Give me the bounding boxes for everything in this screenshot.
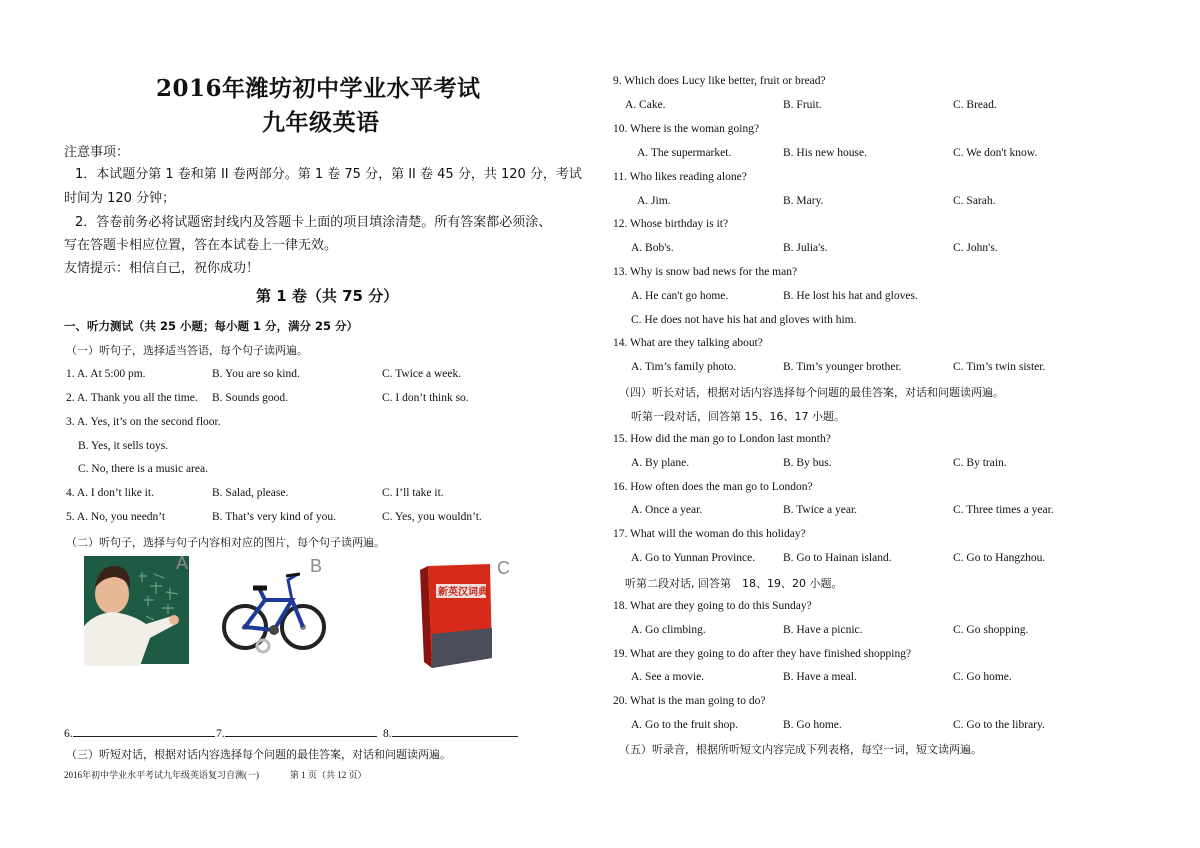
q19-option-a: A. See a movie.: [631, 671, 705, 683]
q20-option-b: B. Go home.: [783, 719, 842, 731]
q18-option-b: B. Have a picnic.: [783, 624, 863, 636]
q16-option-c: C. Three times a year.: [953, 504, 1054, 516]
q13-option-a: A. He can't go home.: [631, 290, 729, 302]
picture-b-bicycle: [220, 562, 328, 662]
answer-blank-6[interactable]: [64, 724, 215, 740]
part-1-instruction: （一）听句子，选择适当答语，每个句子读两遍。: [66, 344, 308, 357]
q17-question: 17. What will the woman do this holiday?: [613, 528, 806, 540]
blank-7-line[interactable]: [225, 724, 377, 737]
q15-option-b: B. By bus.: [783, 457, 832, 469]
q12-option-b: B. Julia's.: [783, 242, 828, 254]
exam-title: 2016年潍坊初中学业水平考试: [156, 75, 481, 102]
q19-question: 19. What are they going to do after they have finished shopping?: [613, 648, 912, 660]
q15-option-a: A. By plane.: [631, 457, 690, 469]
blank-6-number: 6.: [64, 728, 73, 740]
q14-option-c: C. Tim’s twin sister.: [953, 361, 1046, 373]
picture-c-dictionary: [418, 562, 498, 672]
blank-8-line[interactable]: [392, 724, 518, 737]
answer-blank-8[interactable]: [383, 724, 518, 740]
q18-option-c: C. Go shopping.: [953, 624, 1029, 636]
answer-blank-7[interactable]: [216, 724, 377, 740]
q10-question: 10. Where is the woman going?: [613, 123, 760, 135]
part-3-instruction: （三）听短对话，根据对话内容选择每个问题的最佳答案，对话和问题读两遍。: [66, 748, 451, 761]
q9-option-b: B. Fruit.: [783, 99, 822, 111]
q5-option-a: 5. A. No, you needn’t: [66, 511, 166, 523]
q17-option-a: A. Go to Yunnan Province.: [631, 552, 756, 564]
q2-option-a: 2. A. Thank you all the time.: [66, 392, 198, 404]
q20-question: 20. What is the man going to do?: [613, 695, 766, 707]
notes-line-4: 写在答题卡相应位置，答在本试卷上一律无效。: [64, 238, 338, 253]
q5-option-c: C. Yes, you wouldn’t.: [382, 511, 482, 523]
q13-option-c: C. He does not have his hat and gloves with him.: [631, 314, 857, 326]
q11-option-c: C. Sarah.: [953, 195, 996, 207]
q3-option-c: C. No, there is a music area.: [78, 463, 208, 475]
footer-exam-name: 2016年初中学业水平考试九年级英语复习自测(一): [64, 770, 259, 780]
part-4-instruction: （四）听长对话，根据对话内容选择每个问题的最佳答案，对话和问题读两遍。: [619, 386, 1004, 399]
q9-question: 9. Which does Lucy like better, fruit or bread?: [613, 75, 826, 87]
dictionary-cover-text: 新英汉词典: [438, 587, 488, 598]
blank-6-line[interactable]: [73, 724, 215, 737]
q11-option-b: B. Mary.: [783, 195, 824, 207]
q14-option-b: B. Tim’s younger brother.: [783, 361, 902, 373]
q11-question: 11. Who likes reading alone?: [613, 171, 747, 183]
q2-option-c: C. I don’t think so.: [382, 392, 469, 404]
q12-option-a: A. Bob's.: [631, 242, 674, 254]
q17-option-c: C. Go to Hangzhou.: [953, 552, 1046, 564]
q4-option-c: C. I’ll take it.: [382, 487, 444, 499]
q13-option-b: B. He lost his hat and gloves.: [783, 290, 918, 302]
q18-question: 18. What are they going to do this Sunday?: [613, 600, 812, 612]
notes-heading: 注意事项：: [64, 145, 130, 160]
q20-option-c: C. Go to the library.: [953, 719, 1045, 731]
q10-option-b: B. His new house.: [783, 147, 868, 159]
dialogue-2-instruction: 听第二段对话, 回答第 18、19、20 小题。: [625, 577, 843, 590]
q5-option-b: B. That’s very kind of you.: [212, 511, 337, 523]
q12-question: 12. Whose birthday is it?: [613, 218, 729, 230]
q4-option-a: 4. A. I don’t like it.: [66, 487, 154, 499]
q16-option-b: B. Twice a year.: [783, 504, 858, 516]
part-5-instruction: （五）听录音，根据所听短文内容完成下列表格，每空一词，短文读两遍。: [619, 743, 982, 756]
q4-option-b: B. Salad, please.: [212, 487, 289, 499]
q1-option-a: 1. A. At 5:00 pm.: [66, 368, 146, 380]
dialogue-1-instruction: 听第一段对话，回答第 15、16、17 小题。: [631, 410, 845, 423]
footer-page-number: 第 1 页（共 12 页）: [290, 770, 367, 780]
q14-question: 14. What are they talking about?: [613, 337, 763, 349]
q13-question: 13. Why is snow bad news for the man?: [613, 266, 798, 278]
notes-line-2: 时间为 120 分钟；: [64, 191, 176, 206]
blank-8-number: 8.: [383, 728, 392, 740]
notes-line-1: 1．本试题分第 1 卷和第 II 卷两部分。第 1 卷 75 分，第 II 卷 45 分，共 120 分，考试: [75, 167, 582, 182]
q3-option-a: 3. A. Yes, it’s on the second floor.: [66, 416, 221, 428]
notes-line-3: 2．答卷前务必将试题密封线内及答题卡上面的项目填涂清楚。所有答案都必须涂、: [75, 215, 552, 230]
notes-tip: 友情提示：相信自己，祝你成功！: [64, 261, 260, 276]
blank-7-number: 7.: [216, 728, 225, 740]
q11-option-a: A. Jim.: [637, 195, 671, 207]
q20-option-a: A. Go to the fruit shop.: [631, 719, 739, 731]
q2-option-b: B. Sounds good.: [212, 392, 289, 404]
picture-c-label: C: [497, 558, 510, 578]
q17-option-b: B. Go to Hainan island.: [783, 552, 892, 564]
q9-option-c: C. Bread.: [953, 99, 997, 111]
q16-option-a: A. Once a year.: [631, 504, 703, 516]
exam-subtitle: 九年级英语: [262, 109, 380, 136]
part-2-instruction: （二）听句子，选择与句子内容相对应的图片，每个句子读两遍。: [66, 536, 385, 549]
q12-option-c: C. John's.: [953, 242, 998, 254]
q19-option-b: B. Have a meal.: [783, 671, 857, 683]
q19-option-c: C. Go home.: [953, 671, 1012, 683]
q1-option-c: C. Twice a week.: [382, 368, 462, 380]
q15-question: 15. How did the man go to London last month?: [613, 433, 831, 445]
q15-option-c: C. By train.: [953, 457, 1007, 469]
section-listening-heading: 一、听力测试（共 25 小题；每小题 1 分，满分 25 分）: [64, 319, 359, 333]
q9-option-a: A. Cake.: [625, 99, 666, 111]
picture-a-label: A: [176, 553, 189, 573]
volume-heading: 第 1 卷（共 75 分）: [256, 287, 399, 305]
q3-option-b: B. Yes, it sells toys.: [78, 440, 169, 452]
q14-option-a: A. Tim’s family photo.: [631, 361, 737, 373]
q18-option-a: A. Go climbing.: [631, 624, 706, 636]
q10-option-c: C. We don't know.: [953, 147, 1038, 159]
q16-question: 16. How often does the man go to London?: [613, 481, 813, 493]
picture-b-label: B: [310, 556, 323, 576]
q1-option-b: B. You are so kind.: [212, 368, 300, 380]
q10-option-a: A. The supermarket.: [637, 147, 732, 159]
